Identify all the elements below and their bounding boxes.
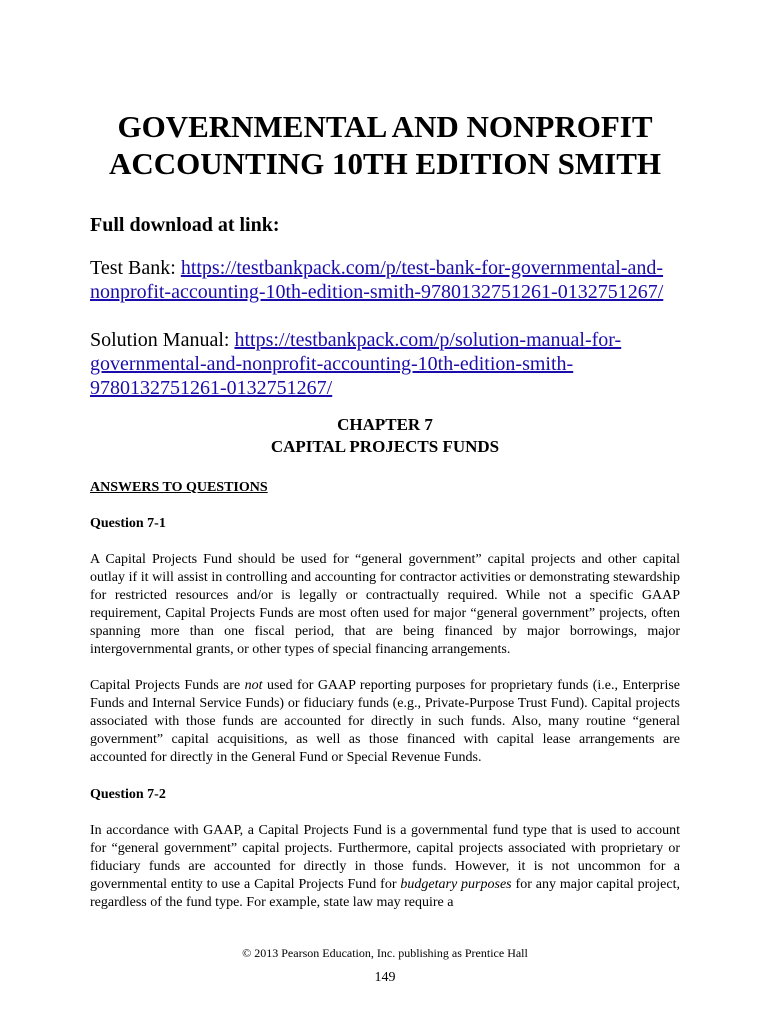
title-line-1: GOVERNMENTAL AND NONPROFIT	[117, 109, 653, 144]
document-title	[90, 108, 680, 182]
chapter-number: CHAPTER 7	[337, 415, 433, 434]
chapter-heading	[90, 414, 680, 458]
paragraph-text: used for GAAP reporting purposes for proprietary funds (i.e., Enterprise Funds and Internal Service Funds) or fiduciary funds (e.g., Private-Purpose Trust Fund). Capital projects associated with those funds are accounted for directly in such funds. Also, many routine “general government” capital acquisitions, as well as those financed with capital lease arrangements are accounted for directly in the General Fund or Special Revenue Funds.	[90, 678, 680, 765]
question-7-2-heading: Question 7-2	[90, 787, 166, 802]
paragraph-text: In accordance with GAAP, a Capital Projects Fund is a governmental fund type that is used to account for “general government” capital projects. Furthermore, capital projects associated with proprietary or fiduciary funds are accounted for directly in those funds. However, it is not uncommon for a governmental entity to use a Capital Projects Fund for	[90, 823, 680, 892]
solution-manual-url-line-3: 9780132751261-0132751267/	[90, 377, 333, 399]
page-number: 149	[374, 970, 396, 985]
chapter-title: CAPITAL PROJECTS FUNDS	[270, 437, 500, 456]
test-bank-block	[90, 256, 690, 304]
copyright-footer: © 2013 Pearson Education, Inc. publishing as Prentice Hall	[242, 946, 528, 960]
emphasis-not: not	[244, 678, 263, 693]
question-7-1-paragraph-2	[90, 677, 680, 767]
solution-manual-label: Solution Manual:	[90, 329, 235, 351]
download-label: Full download at link:	[90, 214, 280, 236]
test-bank-label: Test Bank:	[90, 257, 181, 279]
question-7-2-paragraph-1	[90, 822, 680, 912]
title-line-2: ACCOUNTING 10TH EDITION SMITH	[108, 146, 662, 181]
question-7-1-heading: Question 7-1	[90, 516, 166, 531]
solution-manual-url-line-2: governmental-and-nonprofit-accounting-10th-edition-smith-	[90, 353, 574, 375]
section-heading: ANSWERS TO QUESTIONS	[90, 480, 268, 495]
solution-manual-block	[90, 328, 690, 400]
emphasis-budgetary-purposes: budgetary purposes	[400, 877, 512, 892]
solution-manual-url-line-1: https://testbankpack.com/p/solution-manual-for-	[234, 329, 622, 351]
question-7-1-paragraph-1: A Capital Projects Fund should be used for “general government” capital projects and other capital outlay if it will assist in controlling and accounting for contractor activities or demonstrating stewardship for restricted resources and/or is legally or contractually required. While not a specific GAAP requirement, Capital Projects Funds are most often used for major “general government” projects, often spanning more than one fiscal period, that are being financed by major borrowings, major intergovernmental grants, or other types of special financing arrangements.	[90, 552, 680, 657]
test-bank-url-line-2: nonprofit-accounting-10th-edition-smith-9780132751261-0132751267/	[90, 281, 664, 303]
paragraph-text: for any major capital project, regardless of the fund type. For example, state law may require a	[90, 877, 681, 910]
paragraph-text: Capital Projects Funds are	[90, 678, 245, 693]
test-bank-url-line-1: https://testbankpack.com/p/test-bank-for-governmental-and-	[180, 257, 664, 279]
